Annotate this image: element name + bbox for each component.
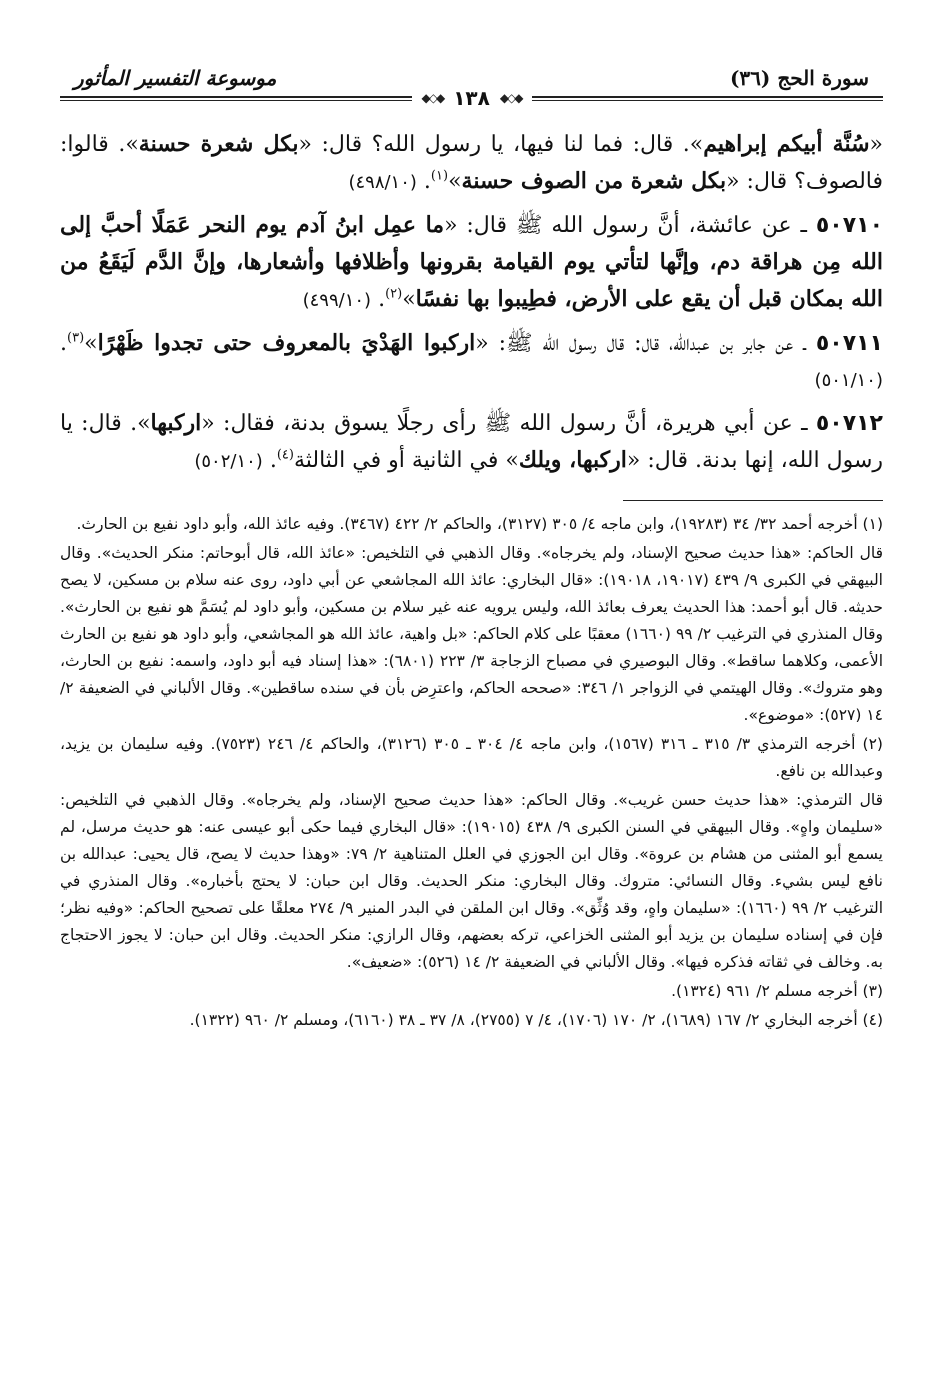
page-number-block: [412, 86, 532, 110]
text-segment: ». قال: يا رسول الله، إنها بدنة. قال: «: [60, 411, 883, 473]
text-segment: .: [60, 331, 67, 356]
hadith-text: اركبها، ويلك: [518, 447, 627, 473]
text-segment: ». قالوا: فالصوف؟ قال: «: [60, 132, 883, 194]
volume-reference: (٥٠٢/١٠): [194, 451, 263, 472]
footnote-marker: (١): [430, 168, 449, 184]
text-segment: »: [402, 287, 416, 312]
footnote: (٢) أخرجه الترمذي ٣/ ٣١٥ ـ ٣١٦ (١٥٦٧)، وابن ماجه ٤/ ٣٠٤ ـ ٣٠٥ (٣١٢٦)، والحاكم ٤/ ٢٤٦ (٧٥٢٣). وفيه سليمان بن يزيد، وعبدالله بن نافع.: [60, 735, 883, 780]
hadith-paragraph: [60, 207, 883, 319]
footnote-commentary: قال الحاكم: «هذا حديث صحيح الإسناد، ولم يخرجاه». وقال الذهبي في التلخيص: «عائذ الله، قال أبوحاتم: منكر الحديث». وقال البيهقي في الكبرى ٩/ ٤٣٩ (١٩٠١٧، ١٩٠١٨): «قال البخاري: عائذ الله المجاشعي عن أبي داود، روى عنه سلام بن مسكين، لا يصح حديثه. قال أبو أحمد: هذا الحديث يعرف بعائذ الله، وليس يرويه عنه غير سلام بن مسكين، وأبو داود لم يُسَمَّ هو نفيع بن الحارث». وقال المنذري في الترغيب ٢/ ٩٩ (١٦٦٠) معقبًا على كلام الحاكم: «بل واهية، عائذ الله هو المجاشعي، وأبو داود هو نفيع بن الحارث الأعمى، وكلاهما ساقط». وقال البوصيري في مصباح الزجاجة ٣/ ٢٢٣ (٦٨٠١): «هذا إسناد فيه أبو داود، واسمه: نفيع بن الحارث، وهو متروك». وقال الهيتمي في الزواجر ١/ ٣٤٦: «صححه الحاكم، واعترِض بأن في سنده ساقطين». وقال الألباني في الضعيفة ٢/ ١٤ (٥٢٧): «موضوع».: [60, 544, 884, 724]
footnote-commentary: قال الترمذي: «هذا حديث حسن غريب». وقال الحاكم: «هذا حديث صحيح الإسناد، ولم يخرجاه». وقال الذهبي في التلخيص: «سليمان واهٍ». وقال البيهقي في السنن الكبرى ٩/ ٤٣٨ (١٩٠١٥): «قال البخاري فيما حكى أبو عيسى عنه: هو حديث مرسل، لم يسمع أبو المثنى من هشام بن عروة». وقال ابن الجوزي في العلل المتناهية ٢/ ٧٩: «وهذا حديث لا يصح، قال يحيى: عبدالله بن نافع ليس بشيء. وقال النسائي: متروك. وقال البخاري: منكر الحديث. وقال ابن حبان: لا يحتج بأخباره». وقال المنذري في الترغيب ٢/ ٩٩ (١٦٦٠): «سليمان واهٍ، وقد وُثِّق». وقال ابن الملقن في البدر المنير ٩/ ٢٧٤ معلقًا على تصحيح الحاكم: «وفيه نظر؛ فإن في إسناده سليمان بن يزيد أبو المثنى الخزاعي، تركه بعضهم، وقال الرازي: منكر الحديث. وقال ابن حبان: لا يجوز الاحتجاج به. وخالف في ثقاته فذكره فيها». وقال الألباني في الضعيفة ٢/ ١٤ (٥٢٦): «ضعيف».: [60, 791, 884, 971]
ornament-icon: ◆◇◆: [499, 91, 522, 105]
hadith-number: ٥٠٧١١: [815, 331, 883, 356]
text-segment: .: [269, 448, 277, 473]
hadith-number: ٥٠٧١٢: [815, 411, 883, 436]
text-segment: ـ عن عائشة، أنَّ رسول الله ﷺ قال: «: [444, 213, 816, 238]
volume-reference: (٤٩٨/١٠): [348, 172, 417, 193]
footnote-marker: (٤): [276, 447, 294, 463]
volume-reference: (٥٠١/١٠): [814, 370, 883, 391]
footnote-marker: (٣): [67, 330, 85, 346]
main-text: [60, 126, 883, 480]
footnotes: [60, 511, 883, 1034]
hadith-paragraph: [60, 325, 883, 399]
volume-reference: (٤٩٩/١٠): [302, 290, 372, 311]
hadith-number: ٥٠٧١٠: [815, 213, 883, 238]
hadith-text: سُنَّة أبيكم إبراهيم: [703, 131, 870, 157]
text-segment: ». قال: فما لنا فيها، يا رسول الله؟ قال: «: [298, 132, 704, 157]
text-segment: «: [869, 132, 883, 157]
page-number: ١٣٨: [453, 86, 490, 110]
text-segment: .: [423, 169, 431, 194]
footnote-marker: (٢): [385, 286, 403, 302]
text-segment: ـ عن جابر بن عبدالله، قال: قال رسول الله ﷺ: «: [475, 331, 816, 356]
text-segment: .: [378, 287, 386, 312]
footnote: (١) أخرجه أحمد ٣٢/ ٣٤ (١٩٢٨٣)، وابن ماجه ٤/ ٣٠٥ (٣١٢٧)، والحاكم ٢/ ٤٢٢ (٣٤٦٧). وفيه عائذ الله، وأبو داود نفيع بن الحارث.: [76, 515, 883, 533]
text-segment: » في الثانية أو في الثالثة: [293, 448, 519, 473]
hadith-paragraph: [60, 405, 883, 480]
hadith-text: اركبوا الهَدْيَ بالمعروف حتى تجدوا ظَهْرًا: [97, 330, 476, 356]
document-page: [60, 60, 883, 1349]
footnote: (٣) أخرجه مسلم ٢/ ٩٦١ (١٣٢٤).: [671, 982, 883, 1000]
paragraph-continuation: [60, 126, 883, 201]
footnote: (٤) أخرجه البخاري ٢/ ١٦٧ (١٦٨٩)، ٢/ ١٧٠ (١٧٠٦)، ٤/ ٧ (٢٧٥٥)، ٨/ ٣٧ ـ ٣٨ (٦١٦٠)، ومسلم ٢/ ٩٦٠ (١٣٢٢).: [189, 1011, 883, 1029]
ornament-icon: ◆◇◆: [421, 91, 444, 105]
book-title: موسوعة التفسير المأثور: [74, 66, 277, 90]
page-header: [60, 60, 883, 110]
hadith-text: بكل شعرة من الصوف حسنة: [461, 168, 727, 194]
footnote-separator: [623, 500, 883, 501]
text-segment: »: [448, 169, 462, 194]
text-segment: ـ عن أبي هريرة، أنَّ رسول الله ﷺ رأى رجلًا يسوق بدنة، فقال: «: [201, 411, 816, 436]
hadith-text: بكل شعرة حسنة: [138, 131, 299, 157]
hadith-text: اركبها: [150, 410, 202, 436]
surah-title: سورة الحج (٣٦): [729, 66, 869, 90]
hadith-text: ما عمِل ابنُ آدم يوم النحر عَمَلًا أحبَّ إلى الله مِن هراقة دم، وإنَّها لتأتي يوم القيامة بقرونها وأظلافها وأشعارها، وإنَّ الدَّم لَيَقَعُ من الله بمكان قبل أن يقع على الأرض، فطِيبوا بها نفسًا: [60, 212, 883, 312]
text-segment: »: [84, 331, 98, 356]
